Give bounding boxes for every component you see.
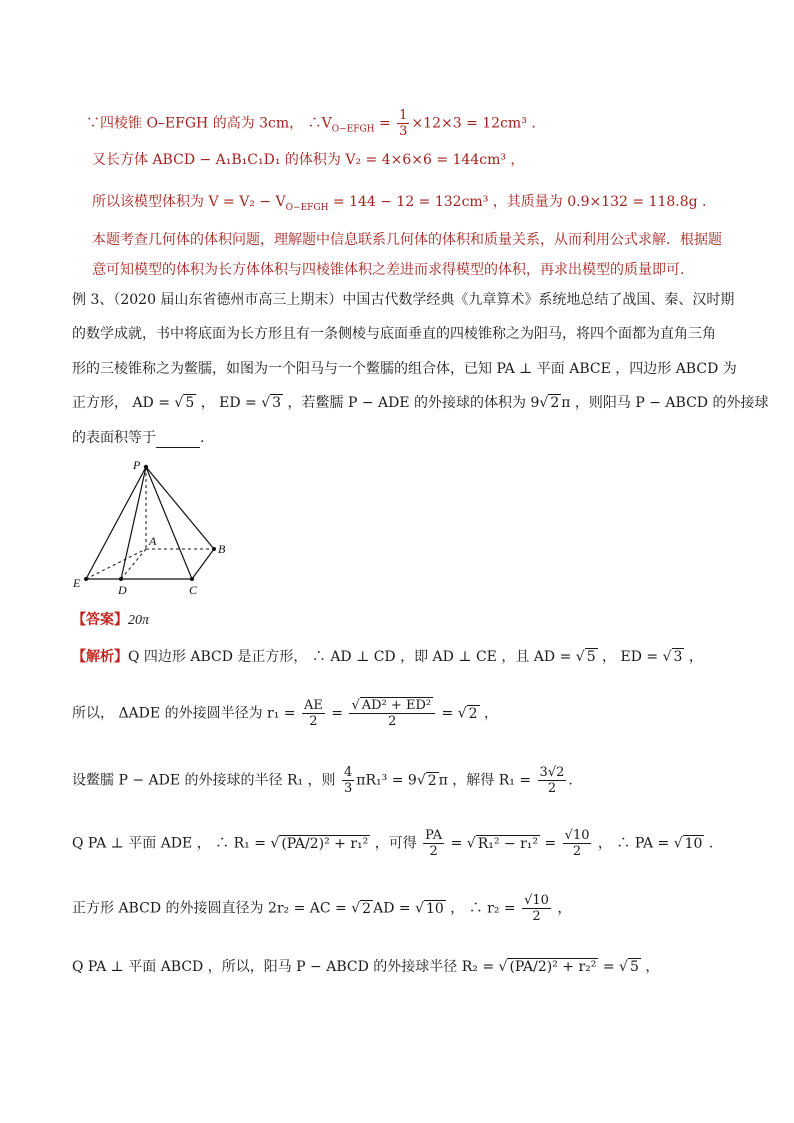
text: ， xyxy=(640,959,660,975)
radicand: 2 xyxy=(362,900,372,917)
text: ， xyxy=(552,900,572,917)
text: π ，则阳马 P − ABCD 的外接球 xyxy=(561,395,769,411)
example-line-4: 正方形， AD = √ 5 ， ED = √ 3 ，若鳖臑 P − ADE 的外接球的体积为 9√ 2 π ，则阳马 P − ABCD 的外接球 xyxy=(72,395,769,411)
text: = xyxy=(540,835,561,852)
example-line-2: 的数学成就，书中将底面为长方形且有一条侧棱与底面垂直的四棱锥称之为阳马，将四个面都为直角三角 xyxy=(72,326,716,342)
text: π ，解得 R₁ = xyxy=(438,772,536,789)
text: Q PA ⊥ 平面 ABCD ，所以，阳马 P − ABCD 的外接球半径 R₂ = xyxy=(72,959,499,975)
text: ， ∴ r₂ = xyxy=(445,900,521,917)
denominator: 3 xyxy=(344,781,353,796)
fraction xyxy=(342,765,354,796)
answer-blank xyxy=(156,433,200,448)
prev-line-4: 本题考查几何体的体积问题，理解题中信息联系几何体的体积和质量关系，从而利用公式求解．根据题 xyxy=(92,232,722,248)
text: . xyxy=(704,835,714,852)
label-A: A xyxy=(149,534,157,548)
text: ×12×3 = 12cm³ . xyxy=(411,115,536,132)
text: πR₁³ = 9 xyxy=(356,772,417,789)
text: ， xyxy=(479,705,499,722)
answer-line xyxy=(72,610,149,631)
edge-PE xyxy=(86,467,146,579)
fraction xyxy=(538,765,567,796)
radicand: AD² + ED² xyxy=(361,698,432,713)
solution-line-2: 所以， ΔADE 的外接圆半径为 r₁ = $\frac{AE}{2}$ = $\frac{\text{√ AD² + ED²}}{2}$ = √ 2 ， xyxy=(72,698,499,729)
prev-line-5: 意可知模型的体积为长方体体积与四棱锥体积之差进而求得模型的体积，再求出模型的质量即可. xyxy=(92,262,685,278)
solution-line-6: Q PA ⊥ 平面 ABCD ，所以，阳马 P − ABCD 的外接球半径 R₂ = √ (PA/2)² + r₂² = √ 5 ， xyxy=(72,959,660,975)
text: = xyxy=(446,835,467,852)
fraction xyxy=(563,828,592,859)
text: 正方形 ABCD 的外接圆直径为 2r₂ = AC = xyxy=(72,900,352,917)
text: ，可得 xyxy=(370,835,422,852)
denominator: 2 xyxy=(547,781,557,796)
text: . xyxy=(200,430,205,446)
edge-EA xyxy=(86,549,146,579)
text: 设鳖臑 P − ADE 的外接球的半径 R₁ ，则 xyxy=(72,772,341,789)
text: = xyxy=(326,705,348,722)
label-B: B xyxy=(218,542,226,556)
radicand: 5 xyxy=(586,649,596,665)
radicand: R₁² − r₁² xyxy=(477,835,539,852)
fraction xyxy=(349,698,435,729)
radicand: (PA/2)² + r₁² xyxy=(281,835,369,852)
text: 的表面积等于 xyxy=(72,430,156,446)
denominator: 3 xyxy=(399,124,408,139)
numerator: 1 xyxy=(399,108,408,123)
label-C: C xyxy=(189,583,198,597)
solution-line-1: 【解析】Q 四边形 ABCD 是正方形， ∴ AD ⊥ CD ，即 AD ⊥ CE ，且 AD = √ 5 ， ED = √ 3 ， xyxy=(72,649,703,665)
edge-CB xyxy=(192,549,214,579)
text: ， ED = xyxy=(196,395,262,411)
label-P: P xyxy=(133,458,141,472)
radicand: 3 xyxy=(272,395,282,411)
numerator: √10 xyxy=(524,893,549,908)
edge-PD xyxy=(121,467,146,579)
numerator: 3√2 xyxy=(539,765,565,780)
radicand: 5 xyxy=(185,395,195,411)
fraction xyxy=(522,893,551,924)
text: ，若鳖臑 P − ADE 的外接球的体积为 9 xyxy=(283,395,540,411)
text: 所以该模型体积为 V = V₂ − V xyxy=(92,194,286,210)
radicand: 10 xyxy=(425,900,444,917)
denominator: 2 xyxy=(532,909,541,924)
example-line-3: 形的三棱锥称之为鳖臑，如图为一个阳马与一个鳖臑的组合体，已知 PA ⊥ 平面 ABCE ，四边形 ABCD 为 xyxy=(72,361,737,377)
text: = 144 − 12 = 132cm³ ，其质量为 0.9×132 = 118.8g . xyxy=(328,194,707,210)
vertex-C xyxy=(190,577,194,581)
example-line-5 xyxy=(72,428,204,448)
radicand: 10 xyxy=(684,835,703,852)
text: ， ED = xyxy=(597,649,663,665)
fraction xyxy=(302,698,325,729)
radicand: (PA/2)² + r₂² xyxy=(509,959,597,975)
answer-tag: 【答案】 xyxy=(72,612,128,628)
edge-PC xyxy=(146,467,192,579)
text: ， ∴ PA = xyxy=(593,835,674,852)
solution-tag: 【解析】 xyxy=(72,649,128,665)
vertex-B xyxy=(212,547,216,551)
prev-line-1 xyxy=(86,108,536,140)
denominator: 2 xyxy=(388,714,397,729)
numerator: PA xyxy=(425,828,443,843)
prev-line-2: 又长方体 ABCD − A₁B₁C₁D₁ 的体积为 V₂ = 4×6×6 = 144cm³ ， xyxy=(92,152,525,168)
fraction xyxy=(397,108,409,139)
text: 所以， ΔADE 的外接圆半径为 r₁ = xyxy=(72,705,300,722)
radicand: 5 xyxy=(629,959,639,975)
vertex-P xyxy=(144,465,148,469)
text: Q 四边形 ABCD 是正方形， ∴ AD ⊥ CD ，即 AD ⊥ CE ，且 AD = xyxy=(128,649,576,665)
text: Q PA ⊥ 平面 ADE ， ∴ R₁ = xyxy=(72,835,271,852)
numerator: AE xyxy=(303,698,323,713)
text: . xyxy=(568,772,573,789)
label-E: E xyxy=(73,576,81,590)
denominator: 2 xyxy=(309,714,318,729)
numerator: 4 xyxy=(344,765,353,780)
subscript: O−EFGH xyxy=(331,124,375,135)
radicand: 2 xyxy=(550,395,560,411)
radicand: 3 xyxy=(673,649,683,665)
radicand: 2 xyxy=(427,772,437,789)
text: 正方形， AD = xyxy=(72,395,175,411)
solution-line-5: 正方形 ABCD 的外接圆直径为 2r₂ = AC = √ 2 AD = √ 10 ， ∴ r₂ = $\frac{√10}{2}$ ， xyxy=(72,893,572,924)
denominator: 2 xyxy=(429,844,438,859)
vertex-D xyxy=(119,577,123,581)
label-D: D xyxy=(118,583,127,597)
numerator: √ AD² + ED² xyxy=(349,698,435,714)
prev-line-3 xyxy=(92,192,707,218)
text: = xyxy=(437,705,458,722)
vertex-E xyxy=(84,577,88,581)
pyramid-figure xyxy=(66,456,246,601)
text: = xyxy=(374,115,396,132)
text: = xyxy=(598,959,620,975)
solution-line-3: 设鳖臑 P − ADE 的外接球的半径 R₁ ，则 $\frac{4}{3}$ πR₁³ = 9√ 2 π ，解得 R₁ = $\frac{3√2}{2}$ . xyxy=(72,765,573,796)
text: ∵四棱锥 O–EFGH 的高为 3cm， ∴V xyxy=(86,115,332,132)
subscript: O−EFGH xyxy=(285,203,329,213)
fraction xyxy=(423,828,444,859)
solution-line-4: Q PA ⊥ 平面 ADE ， ∴ R₁ = √ (PA/2)² + r₁² ，可得 $\frac{PA}{2}$ = √ R₁² − r₁² = $\frac{√10}{2}$ ， ∴ PA = √ 10 . xyxy=(72,828,714,859)
answer-value: 20π xyxy=(128,613,150,628)
denominator: 2 xyxy=(572,844,582,859)
numerator: √10 xyxy=(564,828,590,843)
example-line-1: 例 3、（2020 届山东省德州市高三上期末）中国古代数学经典《九章算术》系统地总结了战国、秦、汉时期 xyxy=(72,292,735,308)
text: ， xyxy=(684,649,703,665)
radicand: 2 xyxy=(468,705,478,722)
text: AD = xyxy=(373,900,416,917)
